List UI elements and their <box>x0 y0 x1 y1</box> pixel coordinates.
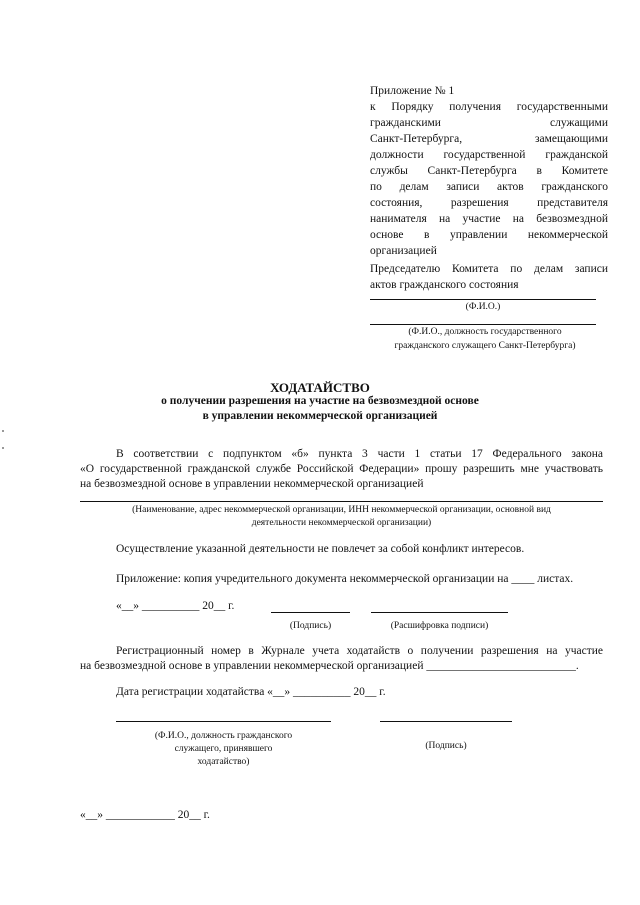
registration-line-1: Регистрационный номер в Журнале учета ходатайств о получении разрешения на участие <box>116 645 603 657</box>
appendix-title: Приложение № 1 <box>370 85 455 97</box>
receiver-signature-line <box>380 721 512 722</box>
appendix-text <box>370 99 608 243</box>
receiver-caption-2: служащего, принявшего <box>174 744 273 754</box>
appendix-block <box>370 83 608 259</box>
from-caption-2: гражданского служащего Санкт-Петербурга) <box>394 341 576 351</box>
receiver-caption-1: (Ф.И.О., должность гражданского <box>154 731 293 741</box>
appendix-line: должности государственной гражданской <box>370 149 608 161</box>
receiver-caption-3: ходатайство) <box>197 757 250 767</box>
document-subtitle-2: в управлении некоммерческой организацией <box>202 410 438 422</box>
scan-mark <box>2 430 4 432</box>
document-subtitle-1: о получении разрешения на участие на безвозмездной основе <box>161 395 479 407</box>
appendix-line: основе в управлении некоммерческой <box>370 229 608 241</box>
receiver-signature-caption: (Подпись) <box>425 741 467 751</box>
addressee-line-1: Председателю Комитета по делам записи <box>370 263 608 275</box>
appendix-line: к Порядку получения государственными <box>370 101 608 113</box>
appendix-line: службы Санкт-Петербурга в Комитете <box>370 165 608 177</box>
appendix-line: Санкт-Петербурга, замещающими <box>370 133 608 145</box>
org-caption-2: деятельности некоммерческой организации) <box>251 518 432 528</box>
addressee-block <box>370 261 608 293</box>
decoding-caption: (Расшифровка подписи) <box>390 621 489 631</box>
final-date: «__» ____________ 20__ г. <box>80 809 210 821</box>
applicant-date: «__» __________ 20__ г. <box>116 600 235 612</box>
body-line-2: «О государственной гражданской службе Российской Федерации» прошу разрешить мне участвовать <box>80 463 603 475</box>
from-caption-1: (Ф.И.О., должность государственного <box>408 327 562 337</box>
appendix-line: нанимателя на участие на безвозмездной <box>370 213 608 225</box>
receiver-line <box>116 721 331 722</box>
org-caption-1: (Наименование, адрес некоммерческой организации, ИНН некоммерческой организации, основной вид <box>132 505 551 515</box>
appendix-line: по делам записи актов гражданского <box>370 181 608 193</box>
body-line-1: В соответствии с подпунктом «б» пункта 3 части 1 статьи 17 Федерального закона <box>116 448 603 460</box>
document-title: ХОДАТАЙСТВО <box>270 380 370 395</box>
attachment-line: Приложение: копия учредительного документа некоммерческой организации на ____ листах. <box>116 573 574 585</box>
decoding-line <box>371 612 508 613</box>
body-line-3: на безвозмездной основе в управлении некоммерческой организацией <box>80 478 424 490</box>
conflict-statement: Осуществление указанной деятельности не повлечет за собой конфликт интересов. <box>116 543 525 555</box>
signature-line <box>271 612 350 613</box>
appendix-line: состояния, разрешения представителя <box>370 197 608 209</box>
signature-caption: (Подпись) <box>289 621 332 631</box>
addressee-line-2: актов гражданского состояния <box>370 279 519 291</box>
registration-line-2: на безвозмездной основе в управлении некоммерческой организацией __________________________. <box>80 660 579 672</box>
fio-line <box>370 299 596 300</box>
appendix-last-line: организацией <box>370 245 437 257</box>
org-line <box>80 501 603 502</box>
appendix-line: гражданскими служащими <box>370 117 608 129</box>
registration-date: Дата регистрации ходатайства «__» __________ 20__ г. <box>116 686 386 698</box>
from-line <box>370 324 596 325</box>
fio-caption: (Ф.И.О.) <box>465 302 501 312</box>
scan-mark <box>2 447 4 449</box>
